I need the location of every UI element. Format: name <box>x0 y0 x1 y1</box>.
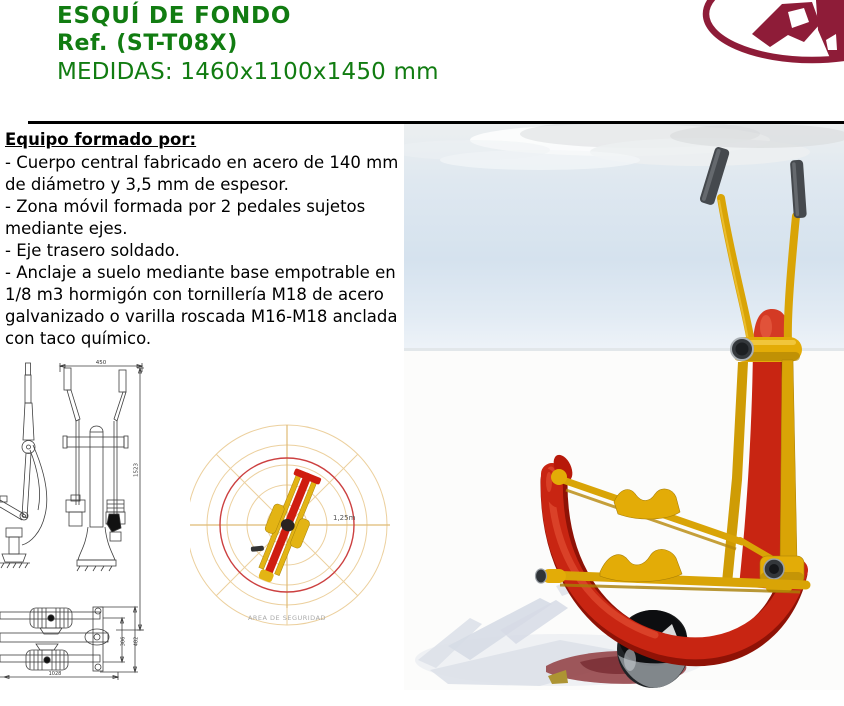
equipment-description <box>5 129 408 350</box>
description-item: - Zona móvil formada por 2 pedales sujetos mediante ejes. <box>5 197 366 238</box>
description-item: - Anclaje a suelo mediante base empotrable en 1/8 m3 hormigón con tornillería M18 de acero galvanizado o varilla roscada M16-M18 anclada con taco químico. <box>5 263 398 348</box>
plan-view-drawing <box>0 607 138 680</box>
safety-area-diagram <box>190 403 410 663</box>
product-reference: Ref. (ST-T08X) <box>57 31 238 56</box>
description-heading: Equipo formado por: <box>5 130 197 149</box>
side-view-drawing <box>0 363 47 568</box>
front-view-drawing <box>60 363 144 630</box>
page-header <box>57 2 439 87</box>
front-width-dim: 450 <box>95 360 107 366</box>
plan-width-dim: 482 <box>133 636 140 647</box>
plan-inner-dim: 306 <box>120 636 127 647</box>
logo-glyph <box>752 2 820 47</box>
brand-logo <box>690 0 844 72</box>
product-title: ESQUÍ DE FONDO <box>57 3 292 29</box>
front-height-dim: 1523 <box>133 463 140 477</box>
product-measures: MEDIDAS: 1460x1100x1450 mm <box>57 59 439 85</box>
safety-area-label: AREA DE SEGURIDAD <box>247 614 327 622</box>
pivot-assembly <box>731 337 802 362</box>
description-item: - Cuerpo central fabricado en acero de 140 mm de diámetro y 3,5 mm de espesor. <box>5 153 399 194</box>
description-item: - Eje trasero soldado. <box>5 241 180 260</box>
radius-label: 1,25m <box>333 514 356 522</box>
product-render <box>404 124 844 690</box>
plan-length-dim: 1028 <box>48 671 62 677</box>
technical-drawings <box>0 355 212 706</box>
machine-top-view <box>241 463 327 588</box>
